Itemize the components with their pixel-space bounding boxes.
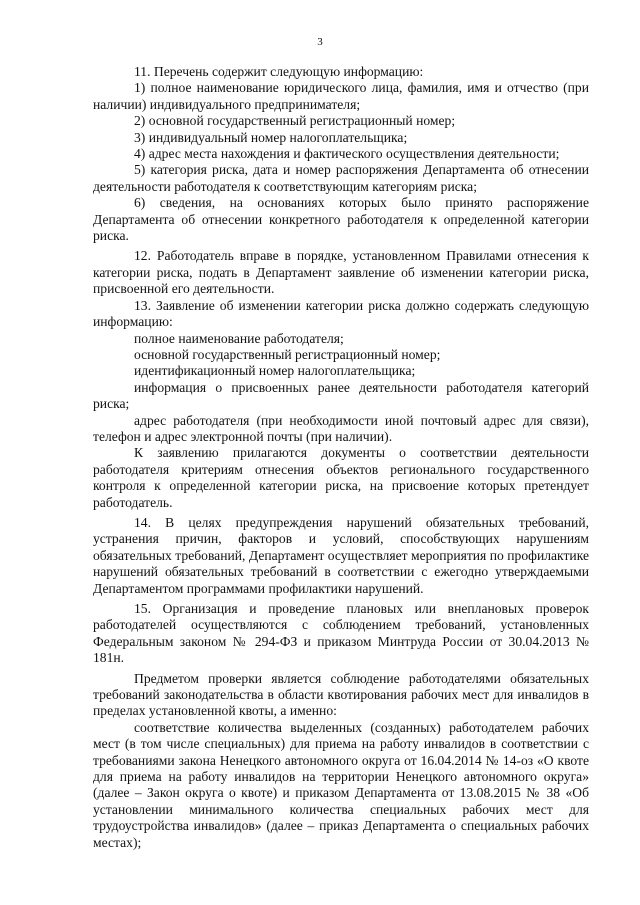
list-item-5: 5) категория риска, дата и номер распоряжения Департамента об отнесении деятельности работодателя к соответствующим категориям риска;: [93, 162, 589, 194]
page-number: 3: [317, 36, 323, 48]
inspection-subject-item: соответствие количества выделенных (созданных) работодателем рабочих мест (в том числе специальных) для приема на работу инвалидов в соответствии с требованиями закона Ненецкого автономного округа от 16.04.2014 № 14-оз «О квоте для приема на работу инвалидов на территории Ненецкого автономного округа» (далее – Закон округа о квоте) и приказом Департамента от 13.08.2015 № 38 «Об установлении минимального количества специальных рабочих мест для трудоустройства инвалидов» (далее – приказ Департамента о специальных рабочих местах);: [93, 719, 589, 850]
list-item-4: 4) адрес места нахождения и фактического осуществления деятельности;: [134, 146, 560, 162]
inspection-subject-paragraph: Предметом проверки является соблюдение работодателями обязательных требований законодательства в области квотирования рабочих мест для инвалидов в пределах установленной квоты, а именно:: [93, 670, 589, 719]
list-item-1: 1) полное наименование юридического лица, фамилия, имя и отчество (при наличии) индивидуального предпринимателя;: [93, 80, 589, 112]
clause-14: 14. В целях предупреждения нарушений обязательных требований, устранения причин, факторов и условий, способствующих нарушениям обязательных требований, Департамент осуществляет мероприятия по профилактике нарушений обязательных требований в соответствии с ежегодно утверждаемыми Департаментом программами профилактики нарушений.: [93, 514, 589, 596]
requirement-item: информация о присвоенных ранее деятельности работодателя категорий риска;: [93, 379, 589, 412]
requirement-item: идентификационный номер налогоплательщика;: [134, 363, 416, 379]
clause-13: 13. Заявление об изменении категории риска должно содержать следующую информацию:: [93, 297, 589, 330]
list-item-6: 6) сведения, на основаниях которых было принято распоряжение Департамента об отнесении конкретного работодателя к определенной категории риска.: [93, 195, 589, 244]
requirement-item: адрес работодателя (при необходимости иной почтовый адрес для связи), телефон и адрес электронной почты (при наличии).: [93, 412, 589, 444]
clause-15: 15. Организация и проведение плановых или внеплановых проверок работодателей осуществляются с соблюдением требований, установленных Федеральным законом № 294-ФЗ и приказом Минтруда России от 30.04.2013 № 181н.: [93, 601, 589, 666]
attachments-paragraph: К заявлению прилагаются документы о соответствии деятельности работодателя критериям отнесения объектов регионального государственного контроля к определенной категории риска, на присвоение которых претендует работодатель.: [93, 445, 589, 510]
clause-12: 12. Работодатель вправе в порядке, установленном Правилами отнесения к категории риска, подать в Департамент заявление об изменении категории риска, присвоенной его деятельности.: [93, 248, 589, 297]
list-item-3: 3) индивидуальный номер налогоплательщика;: [134, 129, 408, 145]
document-body: [93, 64, 589, 851]
clause-11: 11. Перечень содержит следующую информацию:: [134, 64, 424, 79]
list-item-2: 2) основной государственный регистрационный номер;: [134, 113, 456, 129]
requirement-item: полное наименование работодателя;: [134, 330, 344, 346]
requirement-item: основной государственный регистрационный номер;: [134, 346, 441, 362]
